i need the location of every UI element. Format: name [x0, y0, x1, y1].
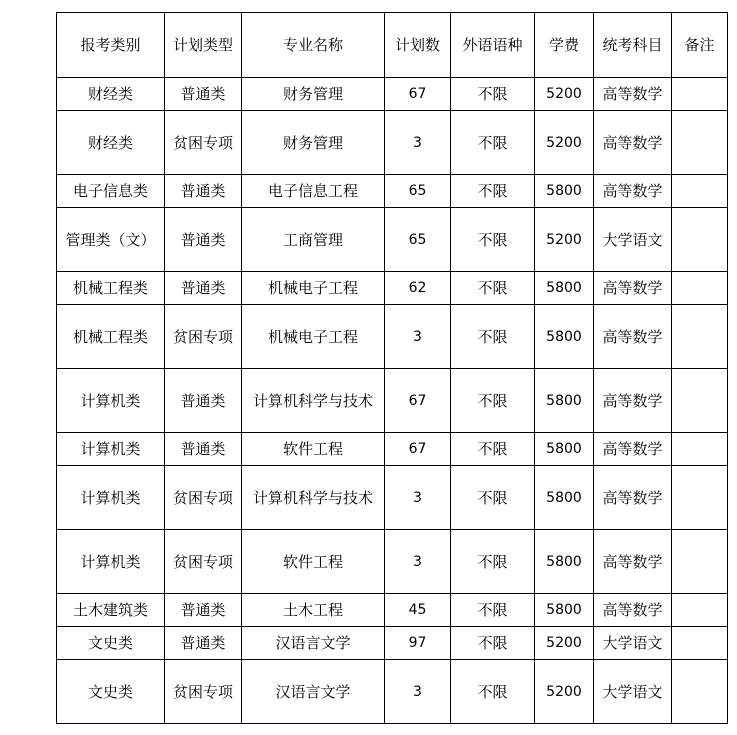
- cell-subject: 高等数学: [594, 272, 672, 305]
- header-plan-type: 计划类型: [165, 13, 242, 78]
- table-row: [57, 175, 728, 208]
- header-major: 专业名称: [242, 13, 385, 78]
- cell-note: [672, 208, 728, 272]
- header-language: 外语语种: [451, 13, 535, 78]
- cell-subject: 高等数学: [594, 369, 672, 433]
- table-row: [57, 466, 728, 530]
- cell-tuition: 5200: [535, 208, 594, 272]
- cell-category: 电子信息类: [57, 175, 165, 208]
- cell-plan-type: 贫困专项: [165, 530, 242, 594]
- cell-plan-type: 普通类: [165, 627, 242, 660]
- cell-language: 不限: [451, 466, 535, 530]
- cell-count: 3: [385, 305, 451, 369]
- cell-major: 财务管理: [242, 78, 385, 111]
- cell-count: 67: [385, 78, 451, 111]
- cell-subject: 高等数学: [594, 433, 672, 466]
- cell-plan-type: 贫困专项: [165, 111, 242, 175]
- cell-note: [672, 175, 728, 208]
- table-row: [57, 305, 728, 369]
- cell-language: 不限: [451, 594, 535, 627]
- cell-language: 不限: [451, 530, 535, 594]
- cell-tuition: 5200: [535, 111, 594, 175]
- cell-note: [672, 627, 728, 660]
- cell-major: 计算机科学与技术: [242, 369, 385, 433]
- cell-count: 65: [385, 208, 451, 272]
- cell-category: 计算机类: [57, 466, 165, 530]
- admission-plan-wrapper: [56, 12, 728, 724]
- cell-plan-type: 普通类: [165, 175, 242, 208]
- cell-category: 文史类: [57, 660, 165, 724]
- cell-note: [672, 594, 728, 627]
- cell-plan-type: 普通类: [165, 594, 242, 627]
- cell-major: 汉语言文学: [242, 627, 385, 660]
- cell-tuition: 5800: [535, 594, 594, 627]
- cell-tuition: 5200: [535, 627, 594, 660]
- cell-subject: 大学语文: [594, 208, 672, 272]
- cell-category: 计算机类: [57, 369, 165, 433]
- cell-major: 汉语言文学: [242, 660, 385, 724]
- cell-count: 97: [385, 627, 451, 660]
- cell-note: [672, 433, 728, 466]
- cell-count: 67: [385, 369, 451, 433]
- cell-major: 工商管理: [242, 208, 385, 272]
- cell-tuition: 5800: [535, 433, 594, 466]
- table-row: [57, 627, 728, 660]
- cell-subject: 高等数学: [594, 530, 672, 594]
- table-row: [57, 208, 728, 272]
- cell-category: 财经类: [57, 111, 165, 175]
- cell-category: 计算机类: [57, 530, 165, 594]
- cell-major: 财务管理: [242, 111, 385, 175]
- header-note: 备注: [672, 13, 728, 78]
- cell-category: 机械工程类: [57, 272, 165, 305]
- cell-major: 电子信息工程: [242, 175, 385, 208]
- cell-tuition: 5800: [535, 369, 594, 433]
- cell-tuition: 5200: [535, 78, 594, 111]
- cell-note: [672, 305, 728, 369]
- table-row: [57, 433, 728, 466]
- cell-major: 软件工程: [242, 433, 385, 466]
- cell-category: 管理类（文）: [57, 208, 165, 272]
- cell-subject: 高等数学: [594, 111, 672, 175]
- cell-tuition: 5800: [535, 466, 594, 530]
- table-row: [57, 660, 728, 724]
- header-count: 计划数: [385, 13, 451, 78]
- cell-plan-type: 贫困专项: [165, 305, 242, 369]
- table-row: [57, 369, 728, 433]
- cell-category: 财经类: [57, 78, 165, 111]
- cell-plan-type: 普通类: [165, 208, 242, 272]
- cell-major: 机械电子工程: [242, 272, 385, 305]
- cell-count: 65: [385, 175, 451, 208]
- cell-plan-type: 普通类: [165, 272, 242, 305]
- cell-tuition: 5800: [535, 305, 594, 369]
- cell-language: 不限: [451, 78, 535, 111]
- cell-count: 67: [385, 433, 451, 466]
- cell-language: 不限: [451, 305, 535, 369]
- cell-subject: 高等数学: [594, 175, 672, 208]
- cell-note: [672, 111, 728, 175]
- table-row: [57, 530, 728, 594]
- cell-plan-type: 普通类: [165, 369, 242, 433]
- cell-language: 不限: [451, 627, 535, 660]
- cell-note: [672, 530, 728, 594]
- cell-plan-type: 贫困专项: [165, 660, 242, 724]
- cell-language: 不限: [451, 369, 535, 433]
- cell-language: 不限: [451, 175, 535, 208]
- cell-note: [672, 660, 728, 724]
- table-row: [57, 272, 728, 305]
- cell-count: 45: [385, 594, 451, 627]
- cell-subject: 高等数学: [594, 594, 672, 627]
- cell-subject: 高等数学: [594, 305, 672, 369]
- header-tuition: 学费: [535, 13, 594, 78]
- table-row: [57, 78, 728, 111]
- cell-language: 不限: [451, 111, 535, 175]
- cell-plan-type: 贫困专项: [165, 466, 242, 530]
- header-subject: 统考科目: [594, 13, 672, 78]
- cell-tuition: 5200: [535, 660, 594, 724]
- cell-category: 机械工程类: [57, 305, 165, 369]
- cell-count: 3: [385, 466, 451, 530]
- cell-plan-type: 普通类: [165, 433, 242, 466]
- cell-tuition: 5800: [535, 530, 594, 594]
- cell-language: 不限: [451, 272, 535, 305]
- table-header-row: [57, 13, 728, 78]
- cell-category: 计算机类: [57, 433, 165, 466]
- cell-language: 不限: [451, 433, 535, 466]
- cell-subject: 大学语文: [594, 660, 672, 724]
- table-row: [57, 111, 728, 175]
- cell-subject: 高等数学: [594, 466, 672, 530]
- cell-plan-type: 普通类: [165, 78, 242, 111]
- cell-note: [672, 466, 728, 530]
- cell-category: 土木建筑类: [57, 594, 165, 627]
- cell-tuition: 5800: [535, 175, 594, 208]
- cell-count: 3: [385, 660, 451, 724]
- cell-subject: 高等数学: [594, 78, 672, 111]
- cell-count: 3: [385, 530, 451, 594]
- cell-language: 不限: [451, 660, 535, 724]
- table-row: [57, 594, 728, 627]
- header-category: 报考类别: [57, 13, 165, 78]
- cell-subject: 大学语文: [594, 627, 672, 660]
- cell-category: 文史类: [57, 627, 165, 660]
- cell-count: 62: [385, 272, 451, 305]
- cell-note: [672, 369, 728, 433]
- admission-plan-table: [56, 12, 728, 724]
- cell-note: [672, 78, 728, 111]
- cell-major: 土木工程: [242, 594, 385, 627]
- cell-count: 3: [385, 111, 451, 175]
- cell-major: 软件工程: [242, 530, 385, 594]
- cell-major: 计算机科学与技术: [242, 466, 385, 530]
- cell-major: 机械电子工程: [242, 305, 385, 369]
- cell-tuition: 5800: [535, 272, 594, 305]
- cell-language: 不限: [451, 208, 535, 272]
- cell-note: [672, 272, 728, 305]
